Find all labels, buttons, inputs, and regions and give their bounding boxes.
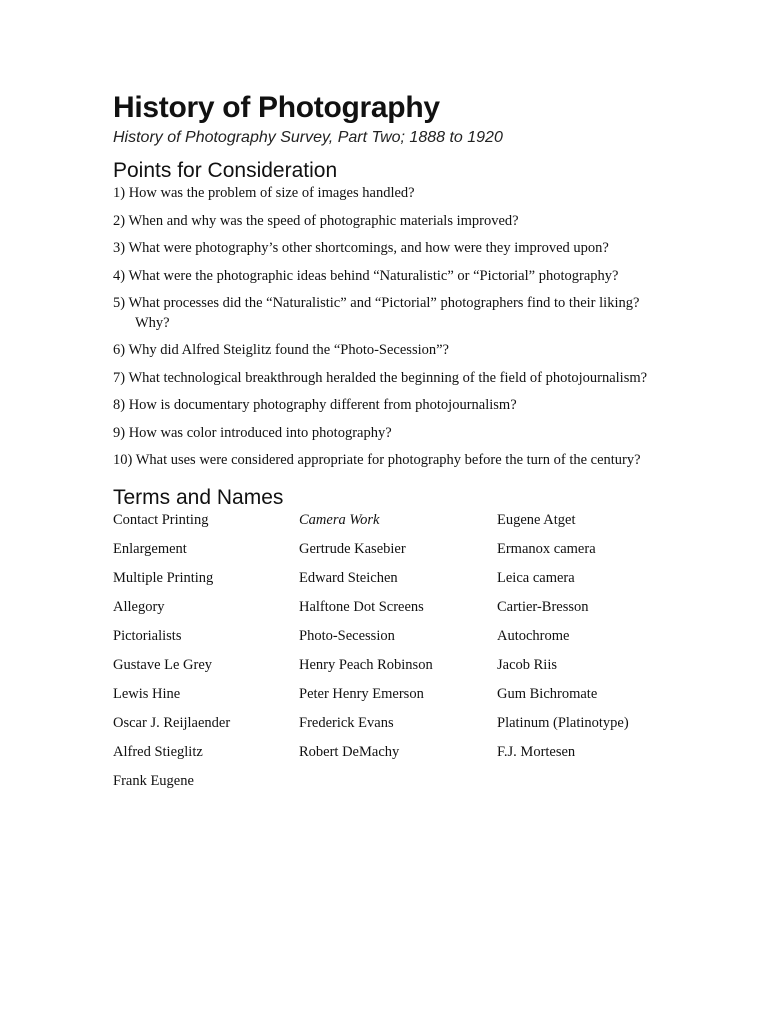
question-item: 1) How was the problem of size of images handled? (113, 185, 415, 201)
question-item: 6) Why did Alfred Steiglitz found the “Photo-Secession”? (113, 342, 449, 358)
question-item: 7) What technological breakthrough heralded the beginning of the field of photojournalism? (113, 369, 648, 386)
term-item: Frank Eugene (113, 772, 194, 789)
term-item: Oscar J. Reijlaender (113, 714, 231, 731)
term-item: F.J. Mortesen (497, 743, 576, 760)
term-item: Enlargement (113, 540, 187, 557)
question-item: 8) How is documentary photography different from photojournalism? (113, 397, 517, 413)
term-item: Henry Peach Robinson (299, 656, 433, 673)
term-item: Platinum (Platinotype) (497, 714, 629, 731)
term-item: Alfred Stieglitz (113, 743, 203, 760)
term-item: Autochrome (497, 627, 570, 644)
term-item: Ermanox camera (497, 540, 596, 557)
terms-grid (113, 511, 673, 801)
points-heading: Points for Consideration (113, 159, 338, 182)
term-item: Cartier-Bresson (497, 598, 589, 615)
question-item: 2) When and why was the speed of photographic materials improved? (113, 212, 519, 229)
question-item: 4) What were the photographic ideas behind “Naturalistic” or “Pictorial” photography? (113, 267, 619, 284)
term-item: Leica camera (497, 569, 575, 586)
document-subtitle: History of Photography Survey, Part Two; 1888 to 1920 (113, 129, 503, 146)
term-item: Gum Bichromate (497, 685, 598, 702)
term-item: Contact Printing (113, 511, 209, 528)
term-item: Frederick Evans (299, 714, 394, 731)
term-item: Multiple Printing (113, 569, 214, 586)
term-item: Halftone Dot Screens (299, 598, 424, 615)
term-item: Camera Work (299, 511, 380, 528)
term-item: Eugene Atget (497, 511, 576, 528)
term-item: Photo-Secession (299, 627, 395, 644)
terms-heading: Terms and Names (113, 485, 284, 509)
document-title: History of Photography (113, 91, 440, 124)
term-item: Gustave Le Grey (113, 656, 213, 673)
questions-list (113, 184, 673, 471)
question-item: 5) What processes did the “Naturalistic” and “Pictorial” photographers find to their liking? Why? (113, 295, 640, 331)
term-item: Lewis Hine (113, 685, 181, 702)
term-item: Robert DeMachy (299, 743, 400, 760)
document-page (113, 90, 673, 801)
term-item: Edward Steichen (299, 569, 398, 586)
question-item: 3) What were photography’s other shortcomings, and how were they improved upon? (113, 240, 609, 256)
term-item: Gertrude Kasebier (299, 540, 406, 557)
question-item: 9) How was color introduced into photography? (113, 424, 392, 441)
term-item: Pictorialists (113, 627, 182, 644)
term-item: Allegory (113, 598, 165, 615)
term-item: Peter Henry Emerson (299, 685, 424, 702)
question-item: 10) What uses were considered appropriate for photography before the turn of the century? (113, 452, 641, 468)
term-item: Jacob Riis (497, 656, 558, 673)
